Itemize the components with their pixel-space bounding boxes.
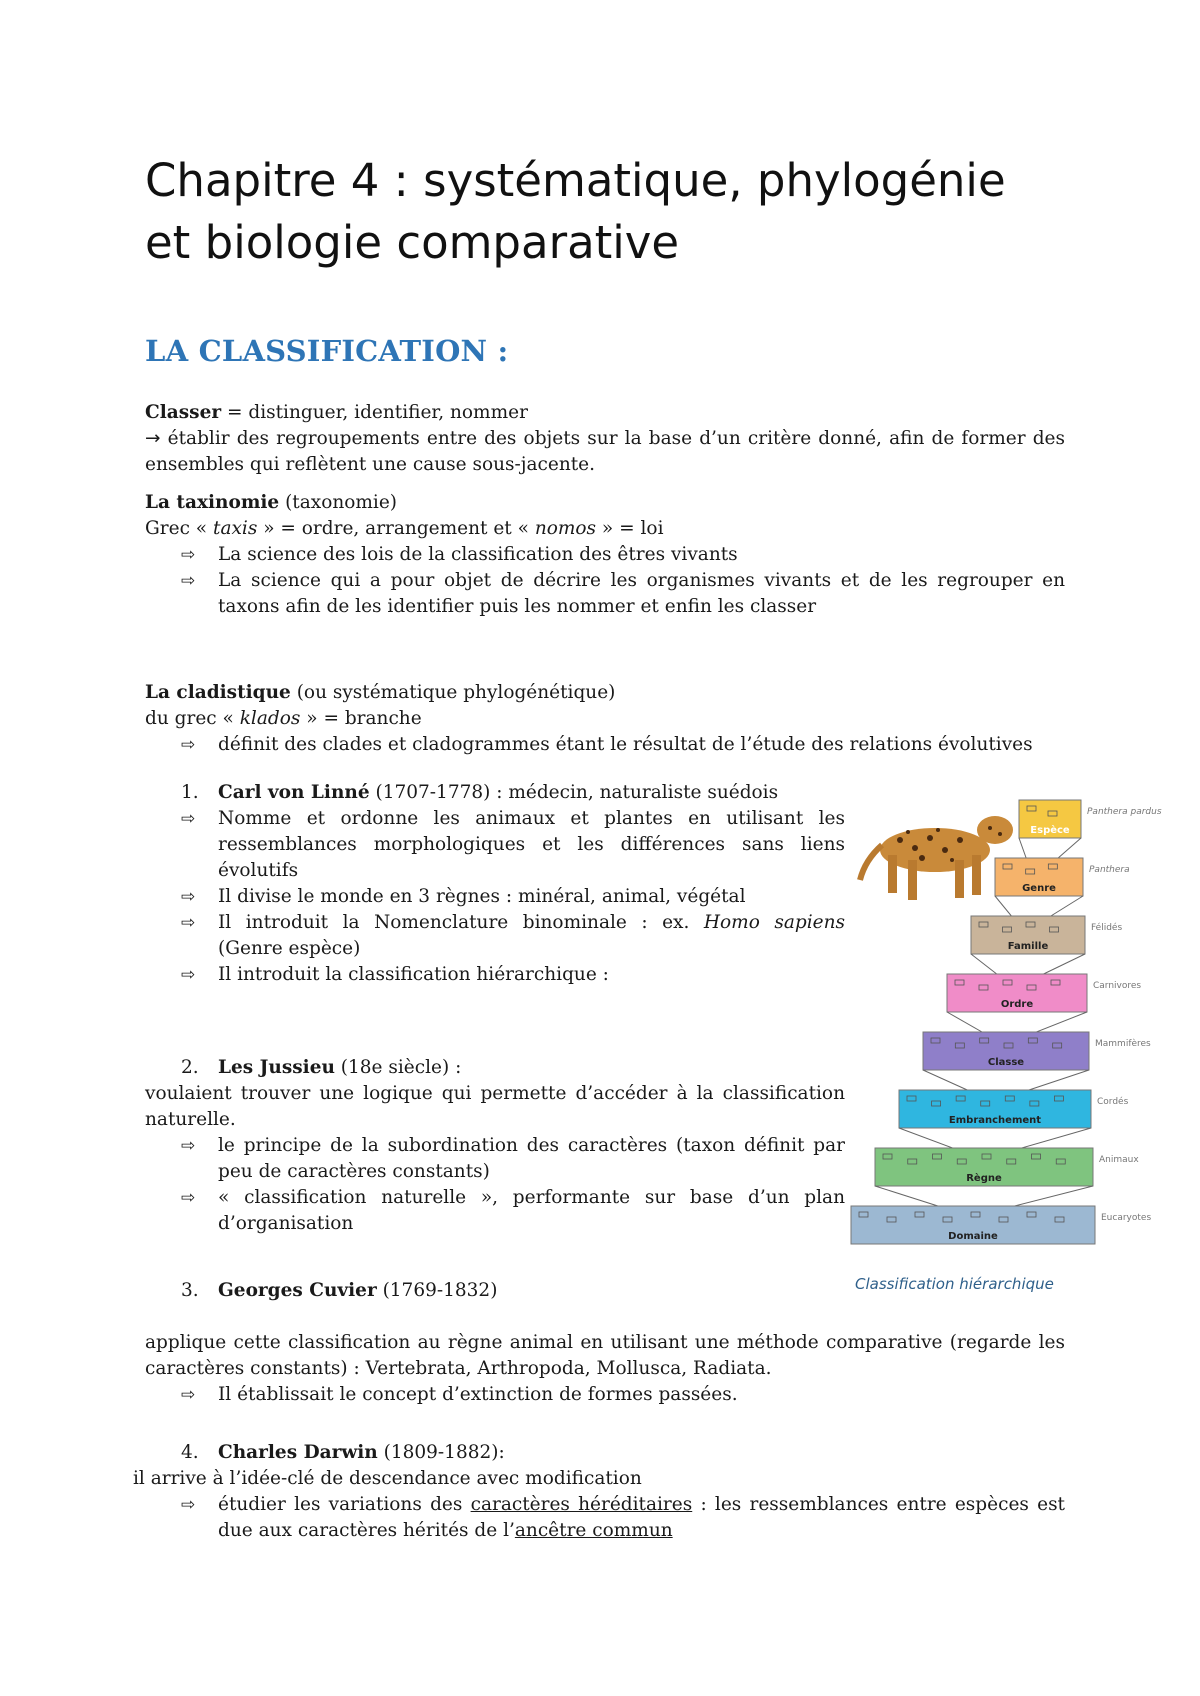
hierarchy-level-example: Cordés (1097, 1097, 1129, 1107)
hierarchy-level (923, 1032, 1151, 1098)
hierarchy-level (995, 858, 1130, 924)
classer-arrow-text (145, 426, 1065, 478)
hierarchy-level-label: Genre (1022, 883, 1056, 894)
hierarchy-level (899, 1090, 1129, 1156)
person-info: (1809-1882): (377, 1442, 505, 1463)
list-item (145, 1185, 845, 1237)
hierarchy-level-example: Mammifères (1095, 1039, 1151, 1049)
list-item-text: étudier les variations des (218, 1494, 471, 1515)
paragraph-text: applique cette classification au règne animal en utilisant une méthode comparative (regarde les caractères constants) : Vertebrata, Arthropoda, Mollusca, Radiata. (145, 1332, 1065, 1379)
classer-block (145, 400, 1065, 478)
hierarchy-level-example: Panthera (1089, 865, 1130, 875)
hierarchy-level (1019, 800, 1162, 866)
hierarchy-level (971, 916, 1122, 982)
hierarchy-level-label: Embranchement (948, 1115, 1042, 1126)
item-number: 3. (181, 1280, 199, 1301)
paragraph-text: voulaient trouver une logique qui permette d’accéder à la classification naturelle. (145, 1083, 845, 1130)
taxinomie-term: La taxinomie (145, 492, 280, 513)
figure-caption: Classification hiérarchique (855, 1275, 1054, 1293)
classer-def: = distinguer, identifier, nommer (221, 402, 528, 423)
arrow-right-icon: ⇨ (181, 571, 196, 591)
hierarchy-level-example: Carnivores (1093, 981, 1142, 991)
list-item-text: Il introduit la classification hiérarchique : (218, 964, 609, 985)
list-item-text: La science qui a pour objet de décrire les organismes vivants et de les regrouper en taxons afin de les identifier puis les nommer et enfin les classer (218, 570, 1065, 617)
cladistique-block (145, 680, 1065, 758)
person-info: (1769-1832) (376, 1280, 498, 1301)
leopard-image (860, 816, 1013, 900)
origin-word-klados: klados (239, 708, 301, 729)
person-name: Charles Darwin (218, 1442, 378, 1463)
origin-text: » = ordre, arrangement et « (257, 518, 535, 539)
hierarchy-level-example: Eucaryotes (1101, 1213, 1152, 1223)
classer-definition (145, 400, 1065, 426)
list-item-text: Il introduit la Nomenclature binominale : ex. (218, 912, 704, 933)
person-info: (18e siècle) : (334, 1057, 462, 1078)
hierarchy-level-label: Ordre (1000, 999, 1034, 1010)
list-item-text: (Genre espèce) (218, 938, 361, 959)
list-item-text: Nomme et ordonne les animaux et plantes en utilisant les ressemblances morphologiques et les différences sans liens évolutifs (218, 808, 845, 881)
list-item-text: Il divise le monde en 3 règnes : minéral, animal, végétal (218, 886, 746, 907)
page-title (145, 150, 1065, 274)
list-item (145, 1492, 1065, 1544)
underlined-term: ancêtre commun (514, 1520, 673, 1541)
hierarchy-level (947, 974, 1141, 1040)
arrow-right-icon: ⇨ (181, 1385, 196, 1405)
person-name: Georges Cuvier (218, 1280, 377, 1301)
cladistique-title (145, 680, 1065, 706)
origin-text: du grec « (145, 708, 240, 729)
classer-term: Classer (145, 402, 222, 423)
person-name: Les Jussieu (218, 1057, 335, 1078)
list-item-text: « classification naturelle », performante sur base d’un plan d’organisation (218, 1187, 845, 1234)
arrow-right-icon: ⇨ (181, 735, 196, 755)
taxinomie-title (145, 490, 1065, 516)
origin-word-taxis: taxis (213, 518, 258, 539)
arrow-right-icon: ⇨ (181, 1495, 196, 1515)
list-item (145, 962, 845, 988)
numbered-heading (145, 780, 845, 806)
list-item-text: le principe de la subordination des caractères (taxon définit par peu de caractères constants) (218, 1135, 845, 1182)
underlined-term: caractères héréditaires (470, 1494, 693, 1515)
numbered-heading (145, 1440, 1065, 1466)
hierarchy-level-label: Espèce (1030, 825, 1070, 836)
arrow-right-icon: ⇨ (181, 545, 196, 565)
list-item (145, 542, 1065, 568)
list-item-text: Il établissait le concept d’extinction de formes passées. (218, 1384, 738, 1405)
list-item-text: : les ressemblances entre espèces est due aux caractères hérités de l’ (218, 1494, 1065, 1541)
hierarchy-level-example: Animaux (1099, 1155, 1139, 1165)
list-item (145, 1133, 845, 1185)
hierarchy-level-label: Domaine (948, 1231, 998, 1242)
item-number: 1. (181, 782, 199, 803)
arrow-right-icon: ⇨ (181, 1136, 196, 1156)
hierarchy-level (875, 1148, 1139, 1214)
list-item (145, 1382, 1065, 1408)
person-info: (1707-1778) : médecin, naturaliste suédois (369, 782, 779, 803)
arrow-right-icon: ⇨ (181, 913, 196, 933)
hierarchy-level-label: Classe (987, 1057, 1025, 1068)
list-item (145, 806, 845, 884)
hierarchy-level-label: Règne (966, 1173, 1002, 1184)
darwin-block (133, 1440, 1065, 1544)
list-item-text: La science des lois de la classification des êtres vivants (218, 544, 738, 565)
hierarchy-level (851, 1206, 1151, 1244)
taxinomie-block (145, 490, 1065, 620)
classer-text: établir des regroupements entre des objets sur la base d’un critère donné, afin de former des ensembles qui reflètent une cause sous-jacente. (145, 428, 1065, 475)
hierarchy-level-example: Félidés (1091, 923, 1123, 933)
title-line-2: et biologie comparative (145, 216, 680, 269)
taxinomie-origin (145, 516, 1065, 542)
cladistique-term: La cladistique (145, 682, 291, 703)
origin-text: » = branche (300, 708, 422, 729)
person-name: Carl von Linné (218, 782, 370, 803)
arrow-icon: → (145, 428, 161, 449)
list-item (145, 884, 845, 910)
list-item (145, 910, 845, 962)
taxinomie-alt: (taxonomie) (279, 492, 398, 513)
origin-text: Grec « (145, 518, 214, 539)
list-item (145, 568, 1065, 620)
arrow-right-icon: ⇨ (181, 1188, 196, 1208)
title-line-1: Chapitre 4 : systématique, phylogénie (145, 154, 1006, 207)
jussieu-block (145, 1055, 845, 1237)
item-number: 4. (181, 1442, 199, 1463)
cladistique-alt: (ou systématique phylogénétique) (290, 682, 616, 703)
item-number: 2. (181, 1057, 199, 1078)
arrow-right-icon: ⇨ (181, 887, 196, 907)
hierarchy-level-label: Famille (1007, 941, 1049, 952)
origin-text: » = loi (596, 518, 664, 539)
species-name: Homo sapiens (703, 912, 845, 933)
list-item-text: définit des clades et cladogrammes étant le résultat de l’étude des relations évolutives (218, 734, 1033, 755)
cladistique-origin (145, 706, 1065, 732)
paragraph-text: il arrive à l’idée-clé de descendance avec modification (133, 1468, 642, 1489)
list-item (145, 732, 1065, 758)
hierarchy-level-example: Panthera pardus (1087, 807, 1162, 817)
numbered-heading (145, 1055, 845, 1081)
arrow-right-icon: ⇨ (181, 809, 196, 829)
classification-hierarchy-figure (860, 800, 1162, 1310)
section-heading: LA CLASSIFICATION : (145, 334, 509, 368)
linne-block (145, 780, 845, 988)
origin-word-nomos: nomos (534, 518, 597, 539)
arrow-right-icon: ⇨ (181, 965, 196, 985)
